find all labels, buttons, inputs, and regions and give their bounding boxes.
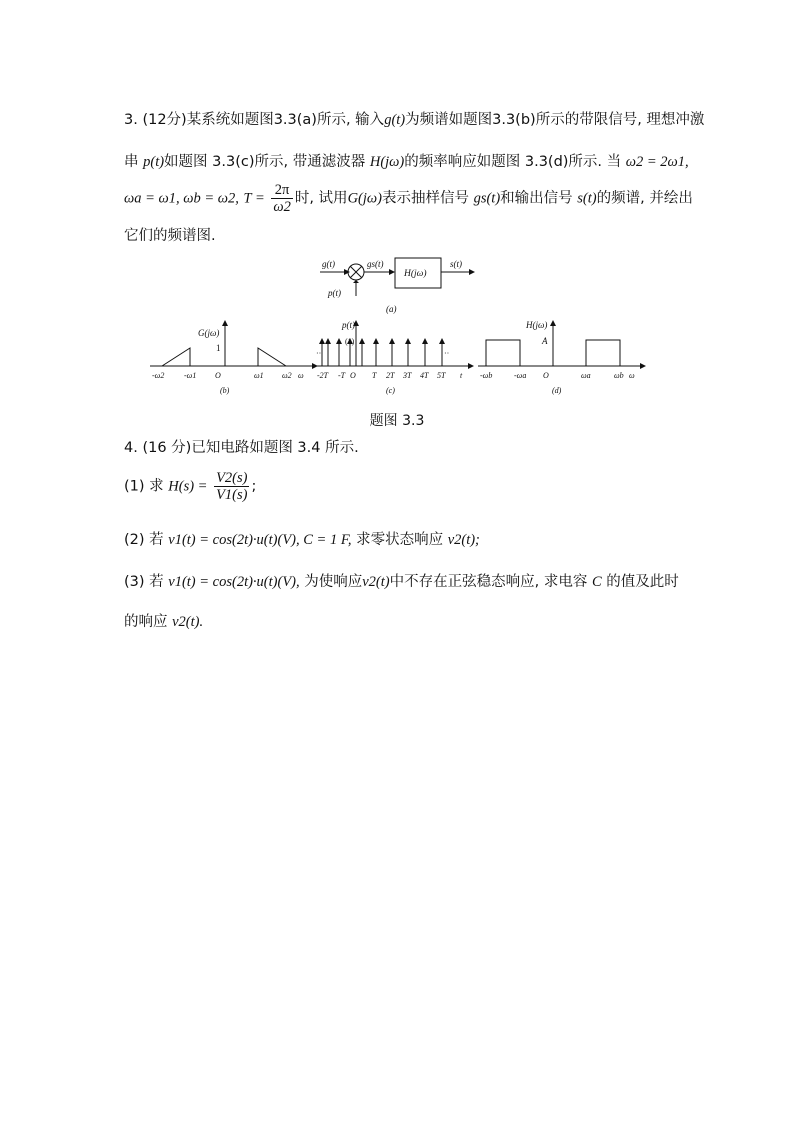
impulse-group [319,338,445,366]
math-G: G(jω) [347,190,382,207]
impulse-arrow-icon [422,338,428,344]
fraction [214,470,249,503]
math-s: s(t) [577,190,597,207]
text: 的频谱, 并绘出 [596,190,693,207]
tick-label: ω [629,371,635,380]
math-v2: v2(t); [447,532,480,548]
text: (2) 若 [124,532,164,548]
math-gs: gs(t) [473,190,501,207]
arrow-icon [389,269,395,275]
text: 求零状态响应 [356,532,444,548]
label-c: (c) [386,386,395,395]
problem3-line3 [124,182,693,215]
math-C: C [591,574,602,590]
text: 的频率响应如题图 3.3(d)所示. 当 [404,154,622,170]
impulse-arrow-icon [389,338,395,344]
math-p: p(t) [143,154,165,170]
spectrum-left [162,348,190,366]
math-t: T = [243,190,265,207]
text: 的响应 [124,614,168,630]
arrow-icon [550,320,556,326]
fraction [271,182,293,215]
text: 它们的频谱图. [124,228,216,244]
impulse-arrow-icon [439,338,445,344]
figure-caption: 题图 3.3 [369,413,425,429]
math-eq: ω2 = 2ω1, [625,154,689,170]
math-v2: v2(t) [362,574,390,590]
text: 3. (12分)某系统如题图3.3(a)所示, 输入 [124,112,385,128]
passband-left [486,340,520,366]
tick-label: ω [298,371,304,380]
tick-label: O [543,371,549,380]
figure-b-spectrum [148,316,322,396]
arrow-icon [344,269,350,275]
level-label: 1 [216,343,221,353]
label-pulse: p(t) [328,288,341,298]
label-a: (a) [386,304,397,314]
label-sampled: gs(t) [367,259,384,269]
problem3-line1 [124,108,704,129]
text: 和输出信号 [500,190,573,207]
problem4-q2 [124,528,480,549]
figure-d-filter-response [476,316,654,396]
impulse-arrow-icon [336,338,342,344]
tick-label: t [460,371,463,380]
text: (1) 求 [124,478,164,495]
dots-right: ·· [444,349,450,358]
label-input: g(t) [322,259,335,269]
figure-c-impulse-train [312,316,480,396]
label-d: (d) [552,386,562,395]
tick-label: 2T [386,371,395,380]
impulse-arrow-icon [373,338,379,344]
tick-label: O [215,371,221,380]
title: H(jω) [526,320,548,330]
dots-left: ·· [316,349,322,358]
arrow-icon [353,280,359,283]
tick-label: -ωb [480,371,493,380]
text: 表示抽样信号 [381,190,469,207]
tick-label: 4T [420,371,429,380]
tick-label: -2T [317,371,329,380]
label-output: s(t) [450,259,462,269]
tick-label: ωb [614,371,624,380]
tick-label: -T [338,371,346,380]
math-g: g(t) [384,112,406,128]
label-b: (b) [220,386,230,395]
problem4-q1 [124,470,256,503]
numerator: 2π [271,182,293,199]
problem4-q3-cont [124,610,203,631]
tick-label: T [372,371,377,380]
title: p(t) [342,320,355,330]
text: (3) 若 [124,574,164,590]
problem3-line4 [124,224,216,245]
arrow-icon [640,363,646,369]
figure-a-block-diagram [300,252,500,318]
text: 为频谱如题图3.3(b)所示的带限信号, 理想冲激 [405,112,705,128]
text: ; [251,478,257,495]
denominator: ω2 [273,199,291,215]
denominator: V1(s) [216,487,248,503]
tick-label: -ωa [514,371,527,380]
tick-label: -ω1 [184,371,197,380]
math-v2: v2(t). [172,614,204,630]
spectrum-right [258,348,286,366]
tick-label: 5T [437,371,446,380]
impulse-arrow-icon [405,338,411,344]
arrow-icon [468,363,474,369]
tick-label: 3T [403,371,412,380]
passband-right [586,340,620,366]
arrow-icon [222,320,228,326]
label-block: H(jω) [404,269,427,279]
impulse-arrow-icon [325,338,331,344]
text: 时, 试用 [294,190,348,207]
text: 中不存在正弦稳态响应, 求电容 [389,574,588,590]
math-eq: v1(t) = cos(2t)·u(t)(V), C = 1 F, [168,532,352,548]
text: 的值及此时 [606,574,679,590]
arrow-icon [469,269,475,275]
text: 为使响应 [304,574,363,590]
math-eq: v1(t) = cos(2t)·u(t)(V), [168,574,300,590]
tick-label: ω2 [282,371,292,380]
problem3-line2 [124,150,689,171]
numerator: V2(s) [216,470,248,486]
impulse-arrow-icon [359,338,365,344]
text: 如题图 3.3(c)所示, 带通滤波器 [164,154,366,170]
text: 串 [124,154,139,170]
math-eq: ωa = ω1, ωb = ω2, [124,190,239,207]
tick-label: -ω2 [152,371,165,380]
problem4-q3 [124,570,679,591]
impulse-arrow-icon [319,338,325,344]
tick-label: ωa [581,371,591,380]
title: G(jω) [198,328,220,338]
tick-label: O [350,371,356,380]
math-h: H(jω) [369,154,405,170]
level-label: A [542,336,548,346]
problem4-title [124,436,359,457]
math-h: H(s) = [168,478,208,495]
text: 4. (16 分)已知电路如题图 3.4 所示. [124,440,359,456]
weight-label: (1) [345,337,355,346]
tick-label: ω1 [254,371,264,380]
